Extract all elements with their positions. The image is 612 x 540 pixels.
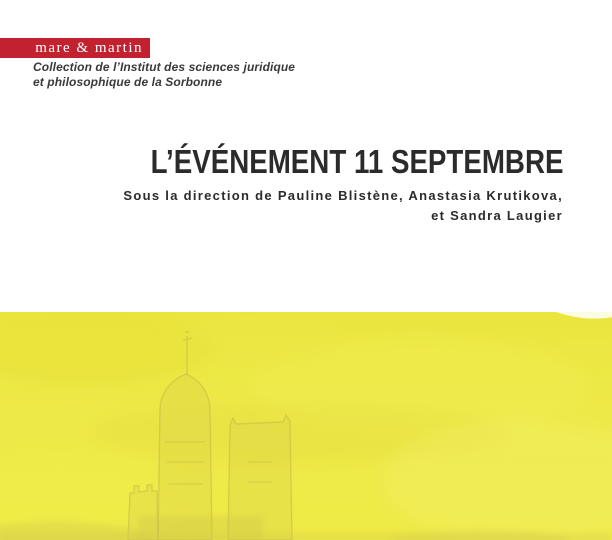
collection-line-1: Collection de l’Institut des sciences juridique xyxy=(33,60,296,74)
publisher-banner xyxy=(0,38,150,58)
subtitle-line-2: et Sandra Laugier xyxy=(431,208,563,223)
book-subtitle xyxy=(72,186,563,226)
skyline-tower xyxy=(158,374,212,540)
collection-title xyxy=(33,60,295,89)
watercolor-skyline-artwork xyxy=(0,312,612,540)
publisher-name: mare & martin xyxy=(35,40,143,56)
book-title: L’ÉVÉNEMENT 11 SEPTEMBRE xyxy=(150,143,563,180)
subtitle-line-1: Sous la direction de Pauline Blistène, Anastasia Krutikova, xyxy=(123,188,563,203)
title-block xyxy=(72,145,563,226)
collection-line-2: et philosophique de la Sorbonne xyxy=(33,74,223,89)
